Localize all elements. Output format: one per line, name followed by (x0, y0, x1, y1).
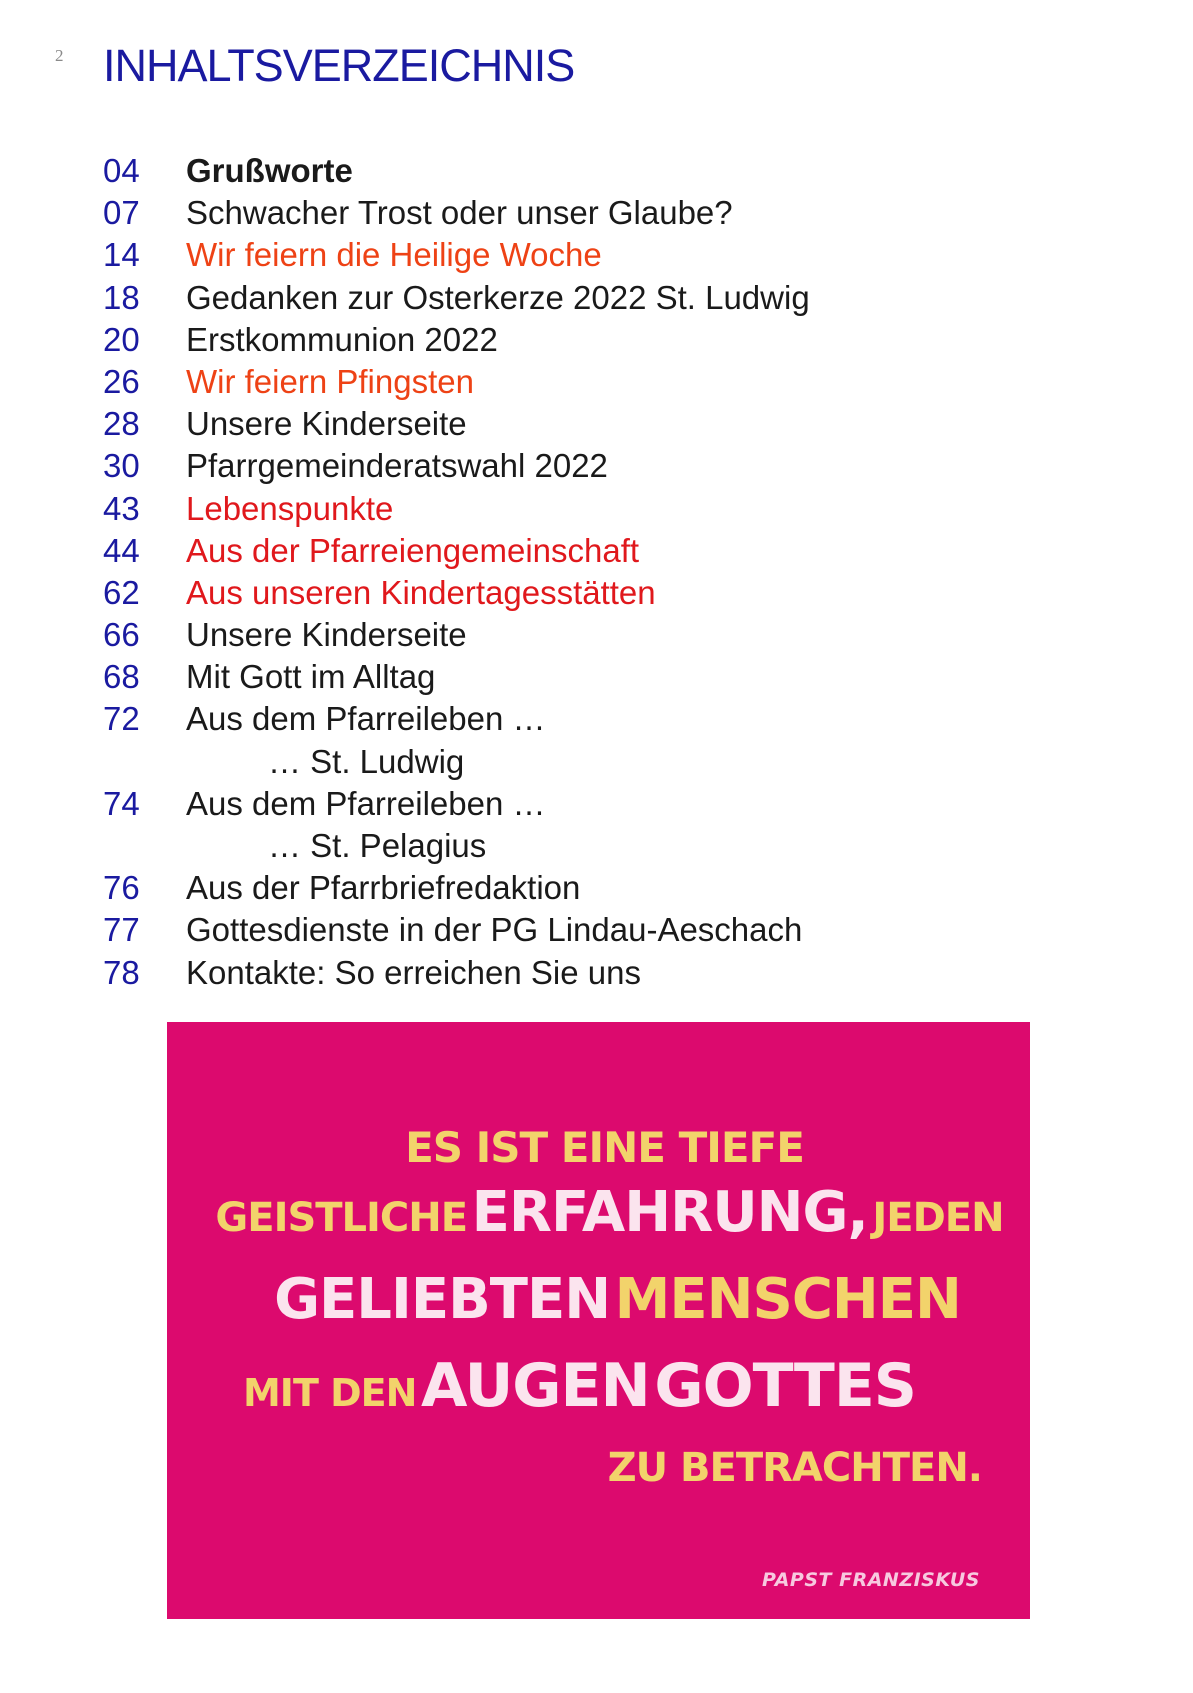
toc-entry[interactable] (103, 445, 1003, 487)
toc-entry-label: Gottesdienste in der PG Lindau-Aeschach (186, 911, 803, 949)
toc-entry[interactable] (103, 150, 1003, 192)
toc-entry[interactable] (103, 234, 1003, 276)
toc-entry[interactable] (103, 614, 1003, 656)
toc-entry-label: Aus dem Pfarreileben … (186, 700, 546, 738)
quote-word: ES IST EINE TIEFE (405, 1123, 804, 1172)
toc-entry[interactable] (103, 952, 1003, 994)
toc-entry-label: Kontakte: So erreichen Sie uns (186, 953, 641, 991)
toc-entry[interactable] (103, 698, 1003, 740)
toc-page-number: 44 (103, 531, 140, 569)
toc-subentry-label: … St. Pelagius (268, 827, 487, 864)
toc-entry-label: Aus dem Pfarreileben … (186, 784, 546, 822)
toc-entry-label: Wir feiern die Heilige Woche (186, 236, 602, 274)
toc-entry-label: Erstkommunion 2022 (186, 320, 498, 358)
toc-entry-label: Aus unseren Kindertagesstätten (186, 573, 656, 611)
quote-word: MIT DEN (242, 1371, 417, 1415)
toc-page-number: 14 (103, 236, 140, 274)
toc-page-number: 18 (103, 278, 140, 316)
quote-card (167, 1022, 1030, 1619)
quote-word: ZU BETRACHTEN. (607, 1445, 982, 1491)
quote-word: GELIEBTEN (274, 1267, 611, 1332)
toc-entry[interactable] (103, 361, 1003, 403)
quote-word: GEISTLICHE (215, 1195, 468, 1241)
toc-page-number: 20 (103, 320, 140, 358)
quote-text (167, 1120, 1030, 1499)
toc-page-number: 72 (103, 700, 140, 738)
toc-entry-label: Wir feiern Pfingsten (186, 362, 474, 400)
toc-entry-label: Unsere Kinderseite (186, 616, 467, 654)
toc-entry[interactable] (103, 909, 1003, 951)
quote-word: JEDEN (872, 1195, 1004, 1241)
toc-page-number: 62 (103, 573, 140, 611)
toc-entry-label: Aus der Pfarrbriefredaktion (186, 869, 581, 907)
toc-entry-label: Lebenspunkte (186, 489, 394, 527)
toc-entry[interactable] (103, 530, 1003, 572)
quote-word: AUGEN (420, 1351, 650, 1421)
toc-entry-label: Grußworte (186, 152, 353, 189)
toc-page-number: 74 (103, 784, 140, 822)
toc-entry-label: Unsere Kinderseite (186, 405, 467, 443)
toc-page-number: 07 (103, 194, 140, 232)
toc-entry[interactable] (103, 277, 1003, 319)
toc-page-number: 77 (103, 911, 140, 949)
quote-author: PAPST FRANZISKUS (762, 1569, 980, 1591)
quote-word: ERFAHRUNG, (471, 1180, 868, 1245)
toc-subentry-label: … St. Ludwig (268, 742, 465, 780)
toc-page-number: 66 (103, 616, 140, 654)
quote-word: GOTTES (654, 1351, 917, 1421)
toc-page-number: 30 (103, 447, 140, 485)
toc-page-number: 78 (103, 953, 140, 991)
toc-entry-label: Mit Gott im Alltag (186, 658, 436, 696)
toc-page-number: 76 (103, 869, 140, 907)
toc-entry[interactable] (103, 319, 1003, 361)
toc-entry-label: Aus der Pfarreiengemeinschaft (186, 531, 640, 569)
toc-page-number: 43 (103, 489, 140, 527)
toc-entry[interactable] (103, 783, 1003, 825)
toc-entry[interactable] (103, 656, 1003, 698)
toc-entry[interactable] (103, 192, 1003, 234)
toc-page-number: 28 (103, 405, 140, 443)
toc-entry[interactable] (103, 572, 1003, 614)
page-number: 2 (55, 46, 64, 65)
toc-page-number: 26 (103, 362, 140, 400)
toc-entry-label: Schwacher Trost oder unser Glaube? (186, 194, 733, 232)
toc-page-number: 68 (103, 658, 140, 696)
toc-page-number: 04 (103, 152, 140, 189)
toc-entry[interactable] (103, 403, 1003, 445)
toc-entry[interactable] (103, 488, 1003, 530)
page-title: INHALTSVERZEICHNIS (103, 40, 575, 91)
table-of-contents (103, 150, 1003, 994)
toc-subentry[interactable] (103, 825, 1003, 867)
toc-subentry[interactable] (103, 741, 1003, 783)
toc-entry[interactable] (103, 867, 1003, 909)
quote-word: MENSCHEN (614, 1267, 961, 1332)
toc-entry-label: Pfarrgemeinderatswahl 2022 (186, 447, 608, 485)
toc-entry-label: Gedanken zur Osterkerze 2022 St. Ludwig (186, 278, 810, 316)
